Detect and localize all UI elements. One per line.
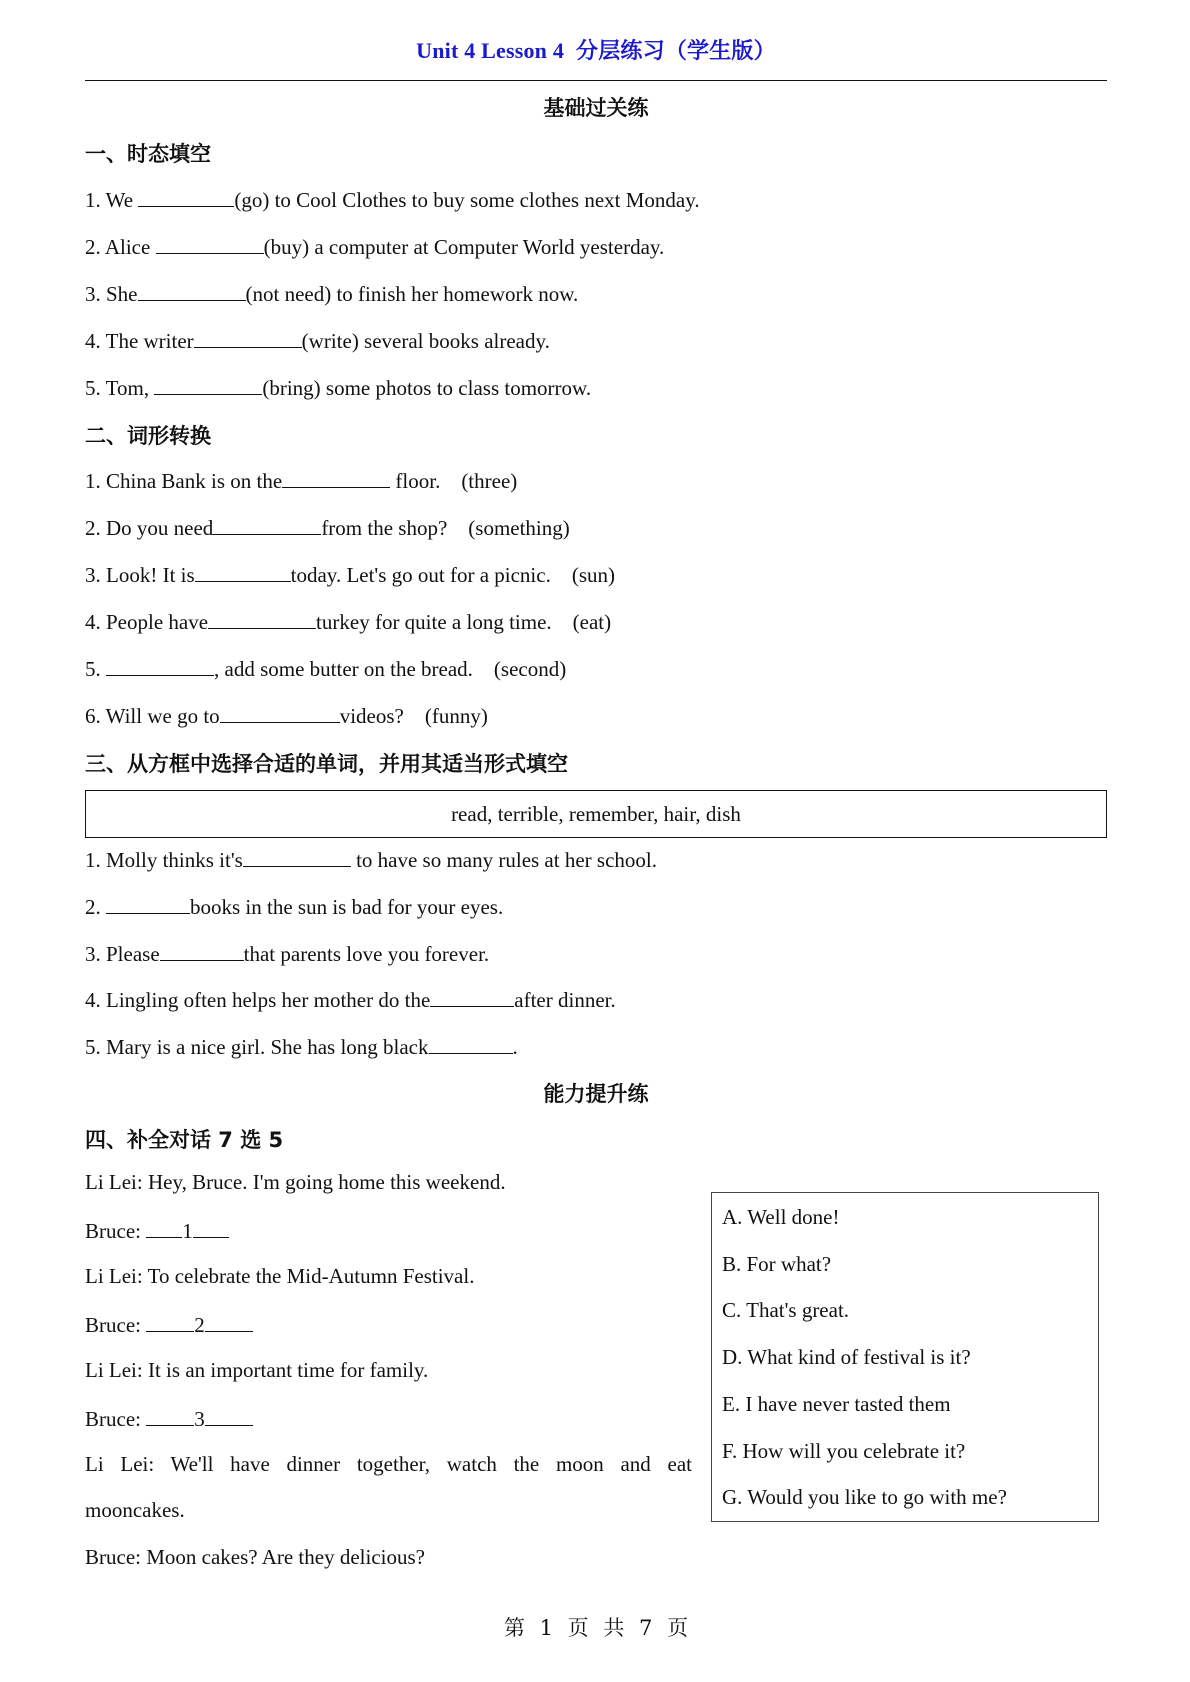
section4-heading: 四、补全对话 7 选 5 — [85, 1128, 284, 1152]
option-c: C. That's great. — [722, 1298, 850, 1322]
s1-question-2 — [85, 233, 664, 261]
option-g: G. Would you like to go with me? — [722, 1485, 1007, 1509]
answer-blank[interactable] — [194, 327, 302, 348]
question-text-before: 4. Lingling often helps her mother do the — [85, 988, 431, 1012]
answer-blank-right[interactable] — [205, 1405, 253, 1426]
question-text-before: 1. China Bank is on the — [85, 469, 283, 493]
question-text-before: 2. — [85, 895, 106, 919]
question-text-before: 3. She — [85, 282, 138, 306]
question-text-before: 5. Tom, — [85, 376, 155, 400]
blank-number: 1 — [182, 1219, 193, 1243]
answer-blank[interactable] — [138, 280, 246, 301]
answer-blank[interactable] — [195, 561, 291, 582]
s3-question-4 — [85, 986, 616, 1014]
s2-question-5 — [85, 655, 566, 683]
answer-blank-left[interactable] — [146, 1311, 194, 1332]
answer-options-box — [711, 1192, 1099, 1522]
s2-question-1 — [85, 467, 517, 495]
s3-question-3 — [85, 940, 489, 968]
answer-blank[interactable] — [208, 608, 316, 629]
answer-blank-right[interactable] — [205, 1311, 253, 1332]
option-b: B. For what? — [722, 1252, 832, 1276]
answer-blank[interactable] — [160, 940, 244, 961]
dialog-line-6 — [85, 1405, 253, 1432]
option-d: D. What kind of festival is it? — [722, 1345, 971, 1369]
section1-heading: 一、时态填空 — [85, 142, 211, 166]
question-text-before: 3. Look! It is — [85, 563, 195, 587]
dialog-line-5: Li Lei: It is an important time for family. — [85, 1358, 429, 1382]
question-text-before: 3. Please — [85, 942, 160, 966]
part-advanced-heading: 能力提升练 — [543, 1082, 649, 1106]
s2-question-6 — [85, 702, 488, 730]
question-text-after: today. Let's go out for a picnic. (sun) — [290, 563, 615, 587]
dialog-line-8: Bruce: Moon cakes? Are they delicious? — [85, 1545, 425, 1569]
answer-blank[interactable] — [213, 514, 321, 535]
question-text-after: (write) several books already. — [301, 329, 550, 353]
section2-heading: 二、词形转换 — [85, 424, 211, 448]
page-footer — [85, 1612, 1107, 1642]
word-bank-box: read, terrible, remember, hair, dish — [85, 790, 1107, 838]
answer-blank[interactable] — [106, 655, 214, 676]
answer-blank-right[interactable] — [193, 1217, 229, 1238]
option-e: E. I have never tasted them — [722, 1392, 951, 1416]
question-text-after: turkey for quite a long time. (eat) — [316, 610, 612, 634]
answer-blank[interactable] — [243, 846, 351, 867]
question-text-before: 6. Will we go to — [85, 704, 220, 728]
title-chinese: 分层练习（学生版） — [576, 38, 776, 63]
answer-blank-left[interactable] — [146, 1217, 182, 1238]
answer-blank-left[interactable] — [146, 1405, 194, 1426]
s3-question-5 — [85, 1033, 518, 1061]
question-text-before: 1. We — [85, 188, 139, 212]
question-text-after: that parents love you forever. — [243, 942, 490, 966]
question-text-before: 2. Alice — [85, 235, 156, 259]
question-text-before: 5. Mary is a nice girl. She has long black — [85, 1035, 429, 1059]
dialog-line-4 — [85, 1311, 253, 1338]
footer-mid: 页 共 — [567, 1616, 625, 1640]
option-a: A. Well done! — [722, 1205, 840, 1229]
footer-prefix: 第 — [503, 1616, 525, 1640]
question-text-after: , add some butter on the bread. (second) — [214, 657, 567, 681]
question-text-before: 1. Molly thinks it's — [85, 848, 243, 872]
speaker-label: Bruce: — [85, 1407, 147, 1431]
answer-blank[interactable] — [154, 374, 262, 395]
question-text-after: (go) to Cool Clothes to buy some clothes next Monday. — [234, 188, 700, 212]
blank-number: 3 — [194, 1407, 205, 1431]
question-text-before: 2. Do you need — [85, 516, 214, 540]
s3-question-1 — [85, 846, 657, 874]
question-text-after: floor. (three) — [390, 469, 518, 493]
document-title — [85, 34, 1107, 65]
question-text-after: (bring) some photos to class tomorrow. — [262, 376, 592, 400]
footer-suffix: 页 — [667, 1616, 689, 1640]
question-text-after: (not need) to finish her homework now. — [245, 282, 579, 306]
current-page-number: 1 — [539, 1616, 553, 1640]
question-text-after: books in the sun is bad for your eyes. — [190, 895, 504, 919]
dialog-line-1: Li Lei: Hey, Bruce. I'm going home this weekend. — [85, 1170, 506, 1194]
total-pages-number: 7 — [639, 1616, 653, 1640]
answer-blank[interactable] — [282, 467, 390, 488]
part-basic-heading: 基础过关练 — [543, 96, 649, 120]
s2-question-3 — [85, 561, 615, 589]
s2-question-4 — [85, 608, 611, 636]
dialog-line-2 — [85, 1217, 229, 1244]
answer-blank[interactable] — [106, 893, 190, 914]
question-text-before: 4. The writer — [85, 329, 194, 353]
question-text-after: . — [512, 1035, 518, 1059]
s3-question-2 — [85, 893, 503, 921]
question-text-after: videos? (funny) — [339, 704, 488, 728]
worksheet-page — [85, 0, 1107, 1682]
header-divider — [85, 80, 1107, 81]
blank-number: 2 — [194, 1313, 205, 1337]
answer-blank[interactable] — [429, 1033, 513, 1054]
section3-heading: 三、从方框中选择合适的单词，并用其适当形式填空 — [85, 752, 568, 776]
question-text-before: 5. — [85, 657, 106, 681]
question-text-after: after dinner. — [514, 988, 616, 1012]
title-english: Unit 4 Lesson 4 — [416, 38, 565, 63]
dialog-line-7: Li Lei: We'll have dinner together, watch the moon and eat — [85, 1452, 692, 1476]
dialog-line-3: Li Lei: To celebrate the Mid-Autumn Festival. — [85, 1264, 475, 1288]
question-text-after: (buy) a computer at Computer World yesterday. — [263, 235, 665, 259]
speaker-label: Bruce: — [85, 1219, 147, 1243]
s2-question-2 — [85, 514, 570, 542]
answer-blank[interactable] — [156, 233, 264, 254]
answer-blank[interactable] — [138, 186, 234, 207]
question-text-after: to have so many rules at her school. — [350, 848, 657, 872]
answer-blank[interactable] — [220, 702, 340, 723]
s1-question-4 — [85, 327, 550, 355]
s1-question-3 — [85, 280, 578, 308]
answer-blank[interactable] — [430, 986, 514, 1007]
question-text-after: from the shop? (something) — [321, 516, 570, 540]
question-text-before: 4. People have — [85, 610, 209, 634]
speaker-label: Bruce: — [85, 1313, 147, 1337]
s1-question-1 — [85, 186, 700, 214]
s1-question-5 — [85, 374, 591, 402]
dialog-line-7-cont: mooncakes. — [85, 1498, 185, 1522]
option-f: F. How will you celebrate it? — [722, 1439, 966, 1463]
